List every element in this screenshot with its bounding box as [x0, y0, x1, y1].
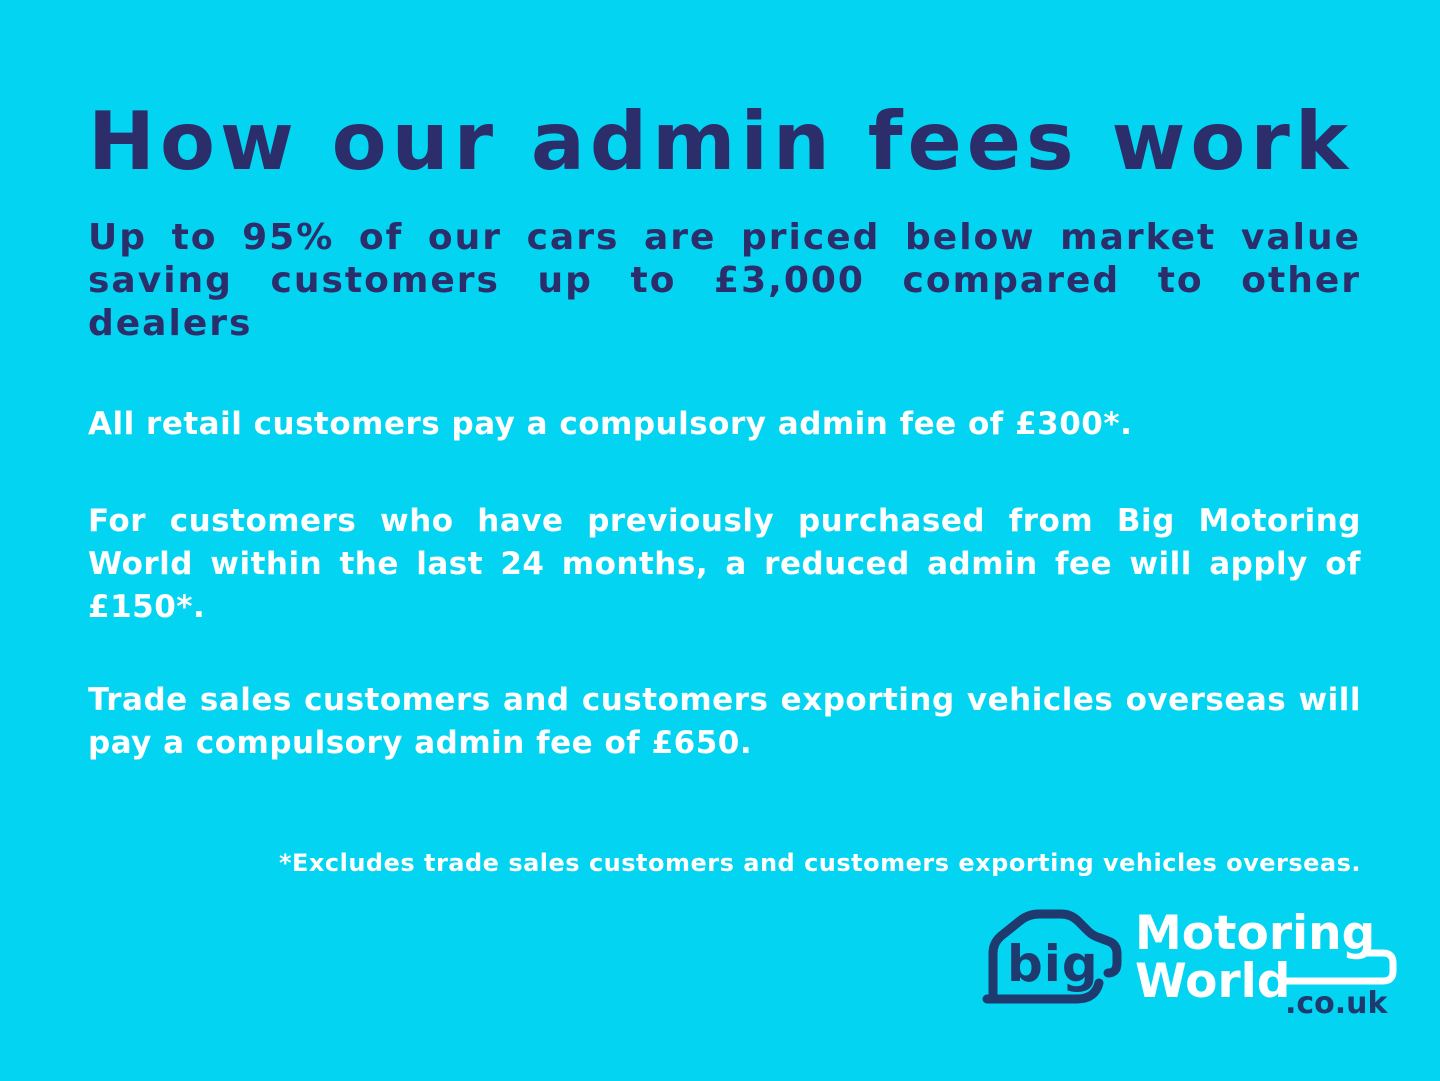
paragraph-retail-fee: [88, 403, 1361, 446]
logo-couk-label: .co.uk: [1285, 986, 1388, 1021]
big-motoring-world-logo: [983, 893, 1403, 1019]
subheading: [88, 216, 1361, 345]
paragraph-returning-customer-fee: [88, 500, 1361, 629]
subheading-line-3: dealers: [88, 303, 253, 344]
paragraph-line: Trade sales customers and customers exporting vehicles overseas will: [88, 682, 1361, 718]
paragraph-line: For customers who have previously purchased from Big Motoring: [88, 503, 1361, 539]
logo-motoring-label: Motoring: [1135, 906, 1376, 961]
subheading-line-2: saving customers up to £3,000 compared to other: [88, 260, 1361, 301]
logo-big-label: big: [1007, 935, 1099, 993]
paragraph-line: pay a compulsory admin fee of £650.: [88, 725, 753, 761]
big-car-icon: [987, 914, 1117, 999]
paragraph-line: World within the last 24 months, a reduced admin fee will apply of: [88, 546, 1361, 582]
subheading-line-1: Up to 95% of our cars are priced below market value: [88, 217, 1361, 258]
page-title: How our admin fees work: [88, 95, 1354, 188]
paragraph-line: All retail customers pay a compulsory admin fee of £300*.: [88, 406, 1133, 442]
logo-world-label: World: [1135, 954, 1291, 1009]
paragraph-line: £150*.: [88, 589, 206, 625]
footnote: *Excludes trade sales customers and customers exporting vehicles overseas.: [278, 849, 1361, 877]
paragraph-trade-export-fee: [88, 679, 1361, 765]
